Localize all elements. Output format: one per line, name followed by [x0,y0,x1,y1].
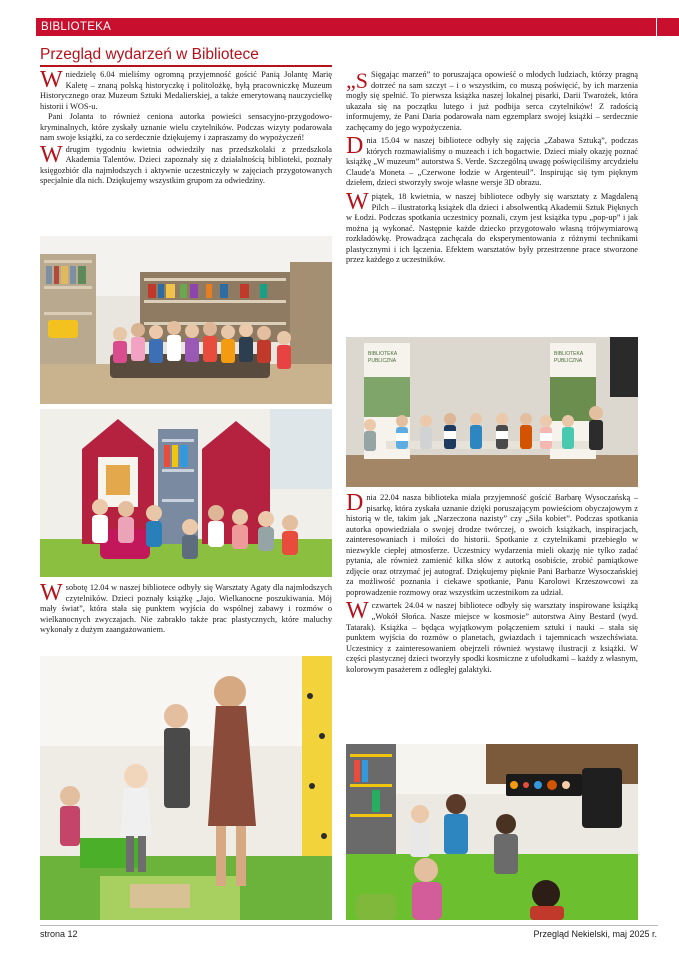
page-title: Przegląd wydarzeń w Bibliotece [40,46,259,63]
right-column-top [346,70,638,266]
banner-right-line1: BIBLIOTEKA [554,351,584,357]
article-agata-workshop: Wsobotę 12.04 w naszej bibliotece odbyły się Warsztaty Agaty dla najmłodszych czytelników. Dzieci poznały książkę „Jajo. Wielkanocne poszukiwania. Mój mały świat”, która stała się punktem wyjścia do wspólnej zabawy i rozmów o wielkanocnych zwyczajach. Nie zabrakło także prac plastycznych, które maluchy wykonały z dużym zaangażowaniem. [40,580,332,635]
photo-toddler-workshop [40,656,332,920]
page-number: strona 12 [40,929,78,939]
left-column-top [40,67,332,187]
drop-cap: „S [346,68,368,93]
banner-left-line2: PUBLICZNA [368,358,397,364]
section-corner-mark [657,18,679,36]
photo-reading-corner [40,409,332,577]
section-label: BIBLIOTEKA [41,21,112,33]
section-header [36,18,656,36]
article-preschool: Wdrugim tygodniu kwietnia odwiedziły nas przedszkolaki z przedszkola Akademia Talentów. Dzieci zapoznały się z działalnością biblioteki, poznały księgozbiór dla najmłodszych i aktywnie uczestniczyły w zajęciach przygotowanych specjalnie dla nich. Dziękujemy wszystkim grupom za odwiedziny. [40,141,332,186]
article-zabawa-sztuka: Dnia 15.04 w naszej bibliotece odbyły się zajęcia „Zabawa Sztuką”, podczas których rozmawialiśmy o muzeach i ich bogactwie. Dzieci miały okazję poznać książkę „W muzeum” autorstwa S. Verde. Szczególną uwagę poświęciliśmy arcydziełu Claude'a Moneta – „Czerwone łodzie w Argenteuil”. Inspirując się tym pięknym dziełem, dzieci stworzyły swoje własne wersje 3D obrazu. [346,133,638,188]
title-underline [40,65,332,67]
drop-cap: D [346,133,364,160]
drop-cap: W [40,67,63,93]
banner-left-line1: BIBLIOTEKA [368,351,398,357]
publication-credit: Przegląd Nekielski, maj 2025 r. [533,929,657,939]
drop-cap: D [346,490,364,516]
drop-cap: W [40,580,63,606]
photo-space-workshop [346,744,638,920]
footer-rule [40,925,658,926]
article-kaleta-cont: Pani Jolanta to również ceniona autorka powieści sensacyjno-przygodowo-kryminalnych, które zyskały uznanie wielu czytelników. Podczas wizyty podarowała nam swoje książki, za co serdecznie dziękujemy i zapraszamy do wypożyczeń! [40,112,332,143]
article-wysoczanska: Dnia 22.04 nasza biblioteka miała przyjemność gościć Barbarę Wysoczańską – pisarkę, która zyskała uznanie dzięki poruszającym powieściom obyczajowym z historią w tle, takim jak „Narzeczona nazisty” czy „Siła kobiet”. Podczas spotkania autorka opowiedziała o swojej drodze twórczej, o swoich książkach, inspiracjach, zainteresowaniach i miłości do historii. Spotkanie z czytelnikami przebiegło w niezwykle ciepłej atmosferze. Uczestnicy wydarzenia mieli okazję nie tylko zadać pytania, ale również zamienić kilka słów z autorką osobiście, zrobić pamiątkowe zdjęcie oraz otrzymać jej autograf. Dziękujemy pięknie Pani Barbarze Wysoczańskiej za możliwość poznania i ciekawe spotkanie, Panu Karolowi Krzeszowcowi za poprowadzenie rozmowy oraz wszystkim uczestnikom za udział. [346,490,638,597]
right-column-bottom [346,490,638,675]
banner-right-line2: PUBLICZNA [554,358,583,364]
article-kosmos-workshop: Wczwartek 24.04 w naszej bibliotece odbyły się warsztaty inspirowane książką „Wokół Słońca. Nasze miejsce w kosmosie” autorstwa Ainy Bestard (wyd. Tatarak). Książka – będąca wyjątkowym połączeniem sztuki i nauki – stała się punktem wyjścia do rozmów o planetach, gwiazdach i tajemnicach wszechświata. Uczestnicy z zainteresowaniem obejrzeli również wystawę ilustracji z książki. W części plastycznej dzieci tworzyły spodki kosmiczne z ufoludkami – każdy z własnym, kolorowym pasażerem z odległej galaktyki. [346,598,638,674]
drop-cap: W [40,141,63,168]
article-kaleta: Wniedzielę 6.04 mieliśmy ogromną przyjemność gościć Panią Jolantę Marię Kaletę – znaną polską historyczkę i politolożkę, byłą pracowniczkę Muzeum Historycznego oraz Muzeum Sztuki Medalierskiej, a także emerytowaną nauczycielkę historii i WOS-u. [40,67,332,111]
drop-cap: W [346,189,369,216]
left-column-bottom [40,580,332,636]
photo-preschool-group [40,236,332,404]
article-pilch-workshop: Wpiątek, 18 kwietnia, w naszej bibliotece odbyły się warsztaty z Magdaleną Pilch – ilustratorką książek dla dzieci i absolwentką Akademii Sztuk Pięknych w Łodzi. Podczas spotkania uczestnicy poznali, czym jest książka typu „pop-up” i jak można ją wykonać. Następnie każde dziecko przygotowało własną trójwymiarową rozkładówkę. Prowadząca zachęcała do eksperymentowania z różnymi technikami plastycznymi i ich łączenia. Efektem warsztatów były przestrzenne prace stworzone przez każdego z uczestników. [346,189,638,265]
article-twarozek: „S Sięgając marzeń” to poruszająca opowieść o młodych ludziach, którzy pragną dotrzeć na sam szczyt – i o wszystkim, co muszą poświęcić, by ich marzenia mogły się spełnić. To pierwsza książka naszej lokalnej pisarki, Darii Twarożek, która ukazała się na początku lutego i już podbija serca czytelników! Z radością informujemy, że Pani Daria podarowała nam egzemplarz swojej książki – serdecznie zachęcamy do jego wypożyczenia. [346,68,638,132]
drop-cap: W [346,598,369,625]
photo-popup-workshop [346,337,638,487]
